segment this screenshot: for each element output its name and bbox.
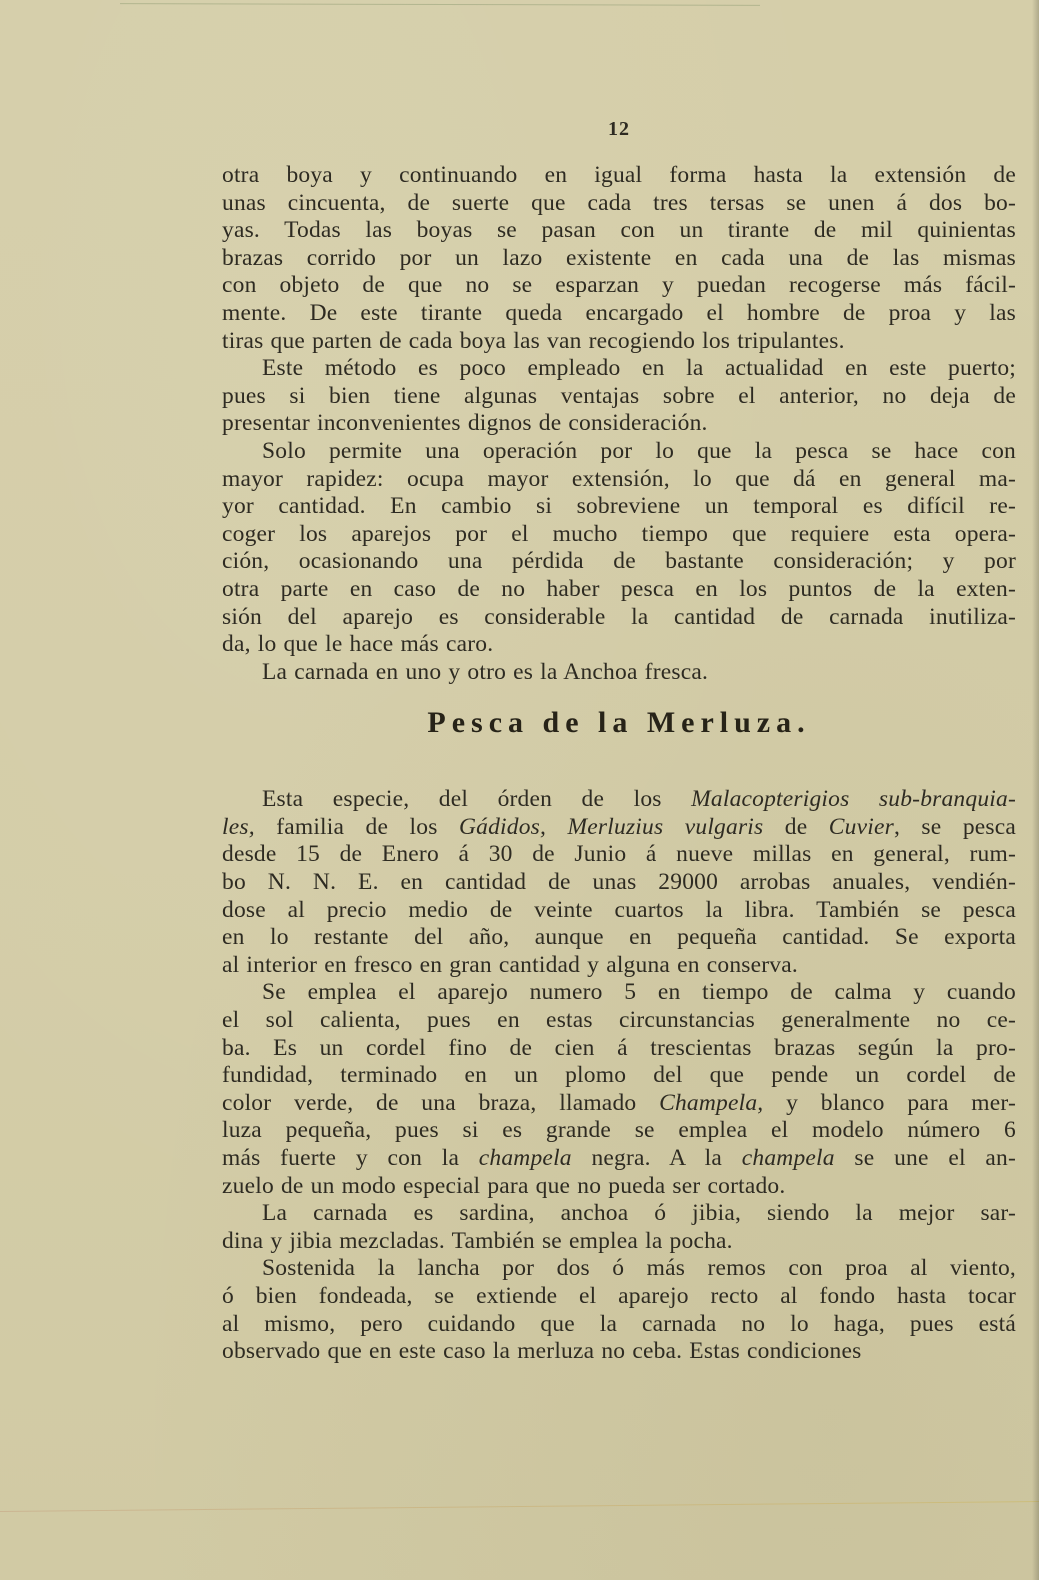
text-line (222, 1007, 1016, 1035)
text-line (222, 272, 1016, 300)
text-segment: fundidad, terminado en un plomo del que pende un cordel de (222, 1062, 1016, 1089)
page-body-text (222, 162, 1016, 1366)
italic-text-segment: Gádidos, (458, 813, 547, 840)
text-segment: Esta especie, del órden de los (262, 786, 692, 813)
text-segment: se une el an- (834, 1145, 1016, 1171)
text-line (222, 300, 1016, 328)
text-segment: yas. Todas las boyas se pasan con un tirante de mil quinientas (222, 217, 1016, 244)
text-line (222, 355, 1016, 383)
text-segment: mente. De este tirante queda encargado el hombre de proa y las (222, 299, 1016, 326)
text-segment: al interior en fresco en gran cantidad y alguna en conserva. (222, 951, 798, 978)
text-segment: yor cantidad. En cambio si sobreviene un temporal es difícil re- (222, 493, 1016, 520)
text-segment: sión del aparejo es considerable la cantidad de carnada inutiliza- (222, 603, 1016, 630)
text-segment: brazas corrido por un lazo existente en cada una de las mismas (222, 244, 1016, 271)
text-line (222, 659, 1016, 687)
text-segment: Sostenida la lancha por dos ó más remos con proa al viento, (262, 1255, 1016, 1282)
text-line (222, 1145, 1016, 1173)
italic-text-segment: Champela, (659, 1089, 764, 1116)
italic-text-segment: Malacopterigios sub-branquia- (691, 786, 1016, 813)
italic-text-segment: les, (222, 813, 255, 840)
text-segment: de (763, 813, 829, 840)
text-segment: Este método es poco empleado en la actualidad en este puerto; (262, 355, 1016, 382)
text-segment: pues si bien tiene algunas ventajas sobre el anterior, no deja de (222, 382, 1016, 409)
text-line (222, 190, 1016, 218)
text-line (222, 466, 1016, 494)
text-line (222, 217, 1016, 245)
text-line (222, 521, 1016, 549)
text-line (222, 493, 1016, 521)
paragraph (222, 659, 1016, 687)
text-line (222, 1338, 1016, 1366)
text-segment: La carnada es sardina, anchoa ó jibia, siendo la mejor sar- (262, 1200, 1016, 1227)
text-segment: presentar inconvenientes dignos de consideración. (222, 410, 708, 437)
text-segment: zuelo de un modo especial para que no pueda ser cortado. (222, 1172, 786, 1199)
text-segment: tiras que parten de cada boya las van recogiendo los tripulantes. (222, 327, 845, 354)
text-line (222, 786, 1016, 814)
text-line (222, 1283, 1016, 1311)
text-segment: unas cincuenta, de suerte que cada tres tersas se unen á dos bo- (222, 189, 1016, 216)
italic-text-segment: champela (478, 1145, 572, 1171)
text-segment: ó bien fondeada, se extiende el aparejo recto al fondo hasta tocar (222, 1282, 1016, 1309)
text-line (222, 1173, 1016, 1201)
page-number: 12 (608, 118, 630, 140)
text-segment: dose al precio medio de veinte cuartos la libra. También se pesca (222, 896, 1016, 923)
text-segment: familia de los (254, 813, 459, 840)
text-line (222, 1035, 1016, 1063)
text-segment: dina y jibia mezcladas. También se emplea la pocha. (222, 1227, 733, 1254)
text-segment: Solo permite una operación por lo que la pesca se hace con (262, 437, 1016, 464)
text-segment: y blanco para mer- (763, 1089, 1016, 1116)
text-line (222, 604, 1016, 632)
paragraph (222, 786, 1016, 979)
text-segment: ba. Es un cordel fino de cien á trescientas brazas según la pro- (222, 1034, 1016, 1061)
text-line (222, 1200, 1016, 1228)
text-segment (546, 814, 567, 840)
text-line (222, 814, 1016, 842)
text-line (222, 924, 1016, 952)
text-line (222, 952, 1016, 980)
section-heading: Pesca de la Merluza. (427, 706, 811, 740)
paper-crease-top (120, 3, 760, 6)
text-segment: , se pesca (893, 813, 1017, 840)
text-line (222, 383, 1016, 411)
text-line (222, 1090, 1016, 1118)
text-line (222, 576, 1016, 604)
text-segment: bo N. N. E. en cantidad de unas 29000 arrobas anuales, vendién- (222, 869, 1016, 896)
text-line (222, 410, 1016, 438)
text-segment: observado que en este caso la merluza no ceba. Estas condiciones (222, 1338, 862, 1365)
text-line (222, 979, 1016, 1007)
text-segment: luza pequeña, pues si es grande se emplea el modelo número 6 (222, 1117, 1016, 1144)
paragraph (222, 1255, 1016, 1365)
text-line (222, 1228, 1016, 1256)
text-line (222, 1062, 1016, 1090)
paragraph (222, 979, 1016, 1200)
text-line (222, 897, 1016, 925)
text-segment: coger los aparejos por el mucho tiempo que requiere esta opera- (222, 520, 1016, 547)
text-segment: más fuerte y con la (222, 1145, 479, 1171)
text-segment: ción, ocasionando una pérdida de bastante consideración; y por (222, 548, 1016, 575)
italic-text-segment: Merluzius vulgaris (567, 813, 764, 840)
paragraph (222, 162, 1016, 355)
paragraph (222, 1200, 1016, 1255)
text-segment: Se emplea el aparejo numero 5 en tiempo de calma y cuando (262, 979, 1016, 1006)
text-line (222, 1311, 1016, 1339)
text-line (222, 548, 1016, 576)
paper-crease-bottom (0, 1501, 1039, 1512)
text-line (222, 162, 1016, 190)
text-segment: desde 15 de Enero á 30 de Junio á nueve millas en general, rum- (222, 841, 1016, 868)
italic-text-segment: champela (741, 1145, 835, 1171)
italic-text-segment: Cuvier (828, 813, 894, 840)
text-segment: negra. A la (571, 1145, 742, 1171)
text-segment: mayor rapidez: ocupa mayor extensión, lo que dá en general ma- (222, 465, 1016, 492)
text-line (222, 841, 1016, 869)
text-line (222, 438, 1016, 466)
text-line (222, 869, 1016, 897)
text-segment: color verde, de una braza, llamado (222, 1089, 660, 1116)
text-line (222, 1117, 1016, 1145)
text-line (222, 1255, 1016, 1283)
text-segment: con objeto de que no se esparzan y puedan recogerse más fácil- (222, 272, 1016, 299)
text-line (222, 631, 1016, 659)
text-segment: La carnada en uno y otro es la Anchoa fresca. (262, 658, 709, 685)
text-segment: da, lo que le hace más caro. (222, 631, 494, 658)
text-segment: al mismo, pero cuidando que la carnada no lo haga, pues está (222, 1310, 1016, 1337)
text-line (222, 245, 1016, 273)
scan-edge-shadow (1032, 0, 1039, 1580)
text-segment: otra parte en caso de no haber pesca en los puntos de la exten- (222, 575, 1016, 602)
text-segment: otra boya y continuando en igual forma hasta la extensión de (222, 162, 1016, 188)
text-line (222, 328, 1016, 356)
paragraph (222, 438, 1016, 659)
paragraph (222, 355, 1016, 438)
text-segment: el sol calienta, pues en estas circunstancias generalmente no ce- (222, 1007, 1016, 1034)
text-segment: en lo restante del año, aunque en pequeña cantidad. Se exporta (222, 924, 1016, 951)
